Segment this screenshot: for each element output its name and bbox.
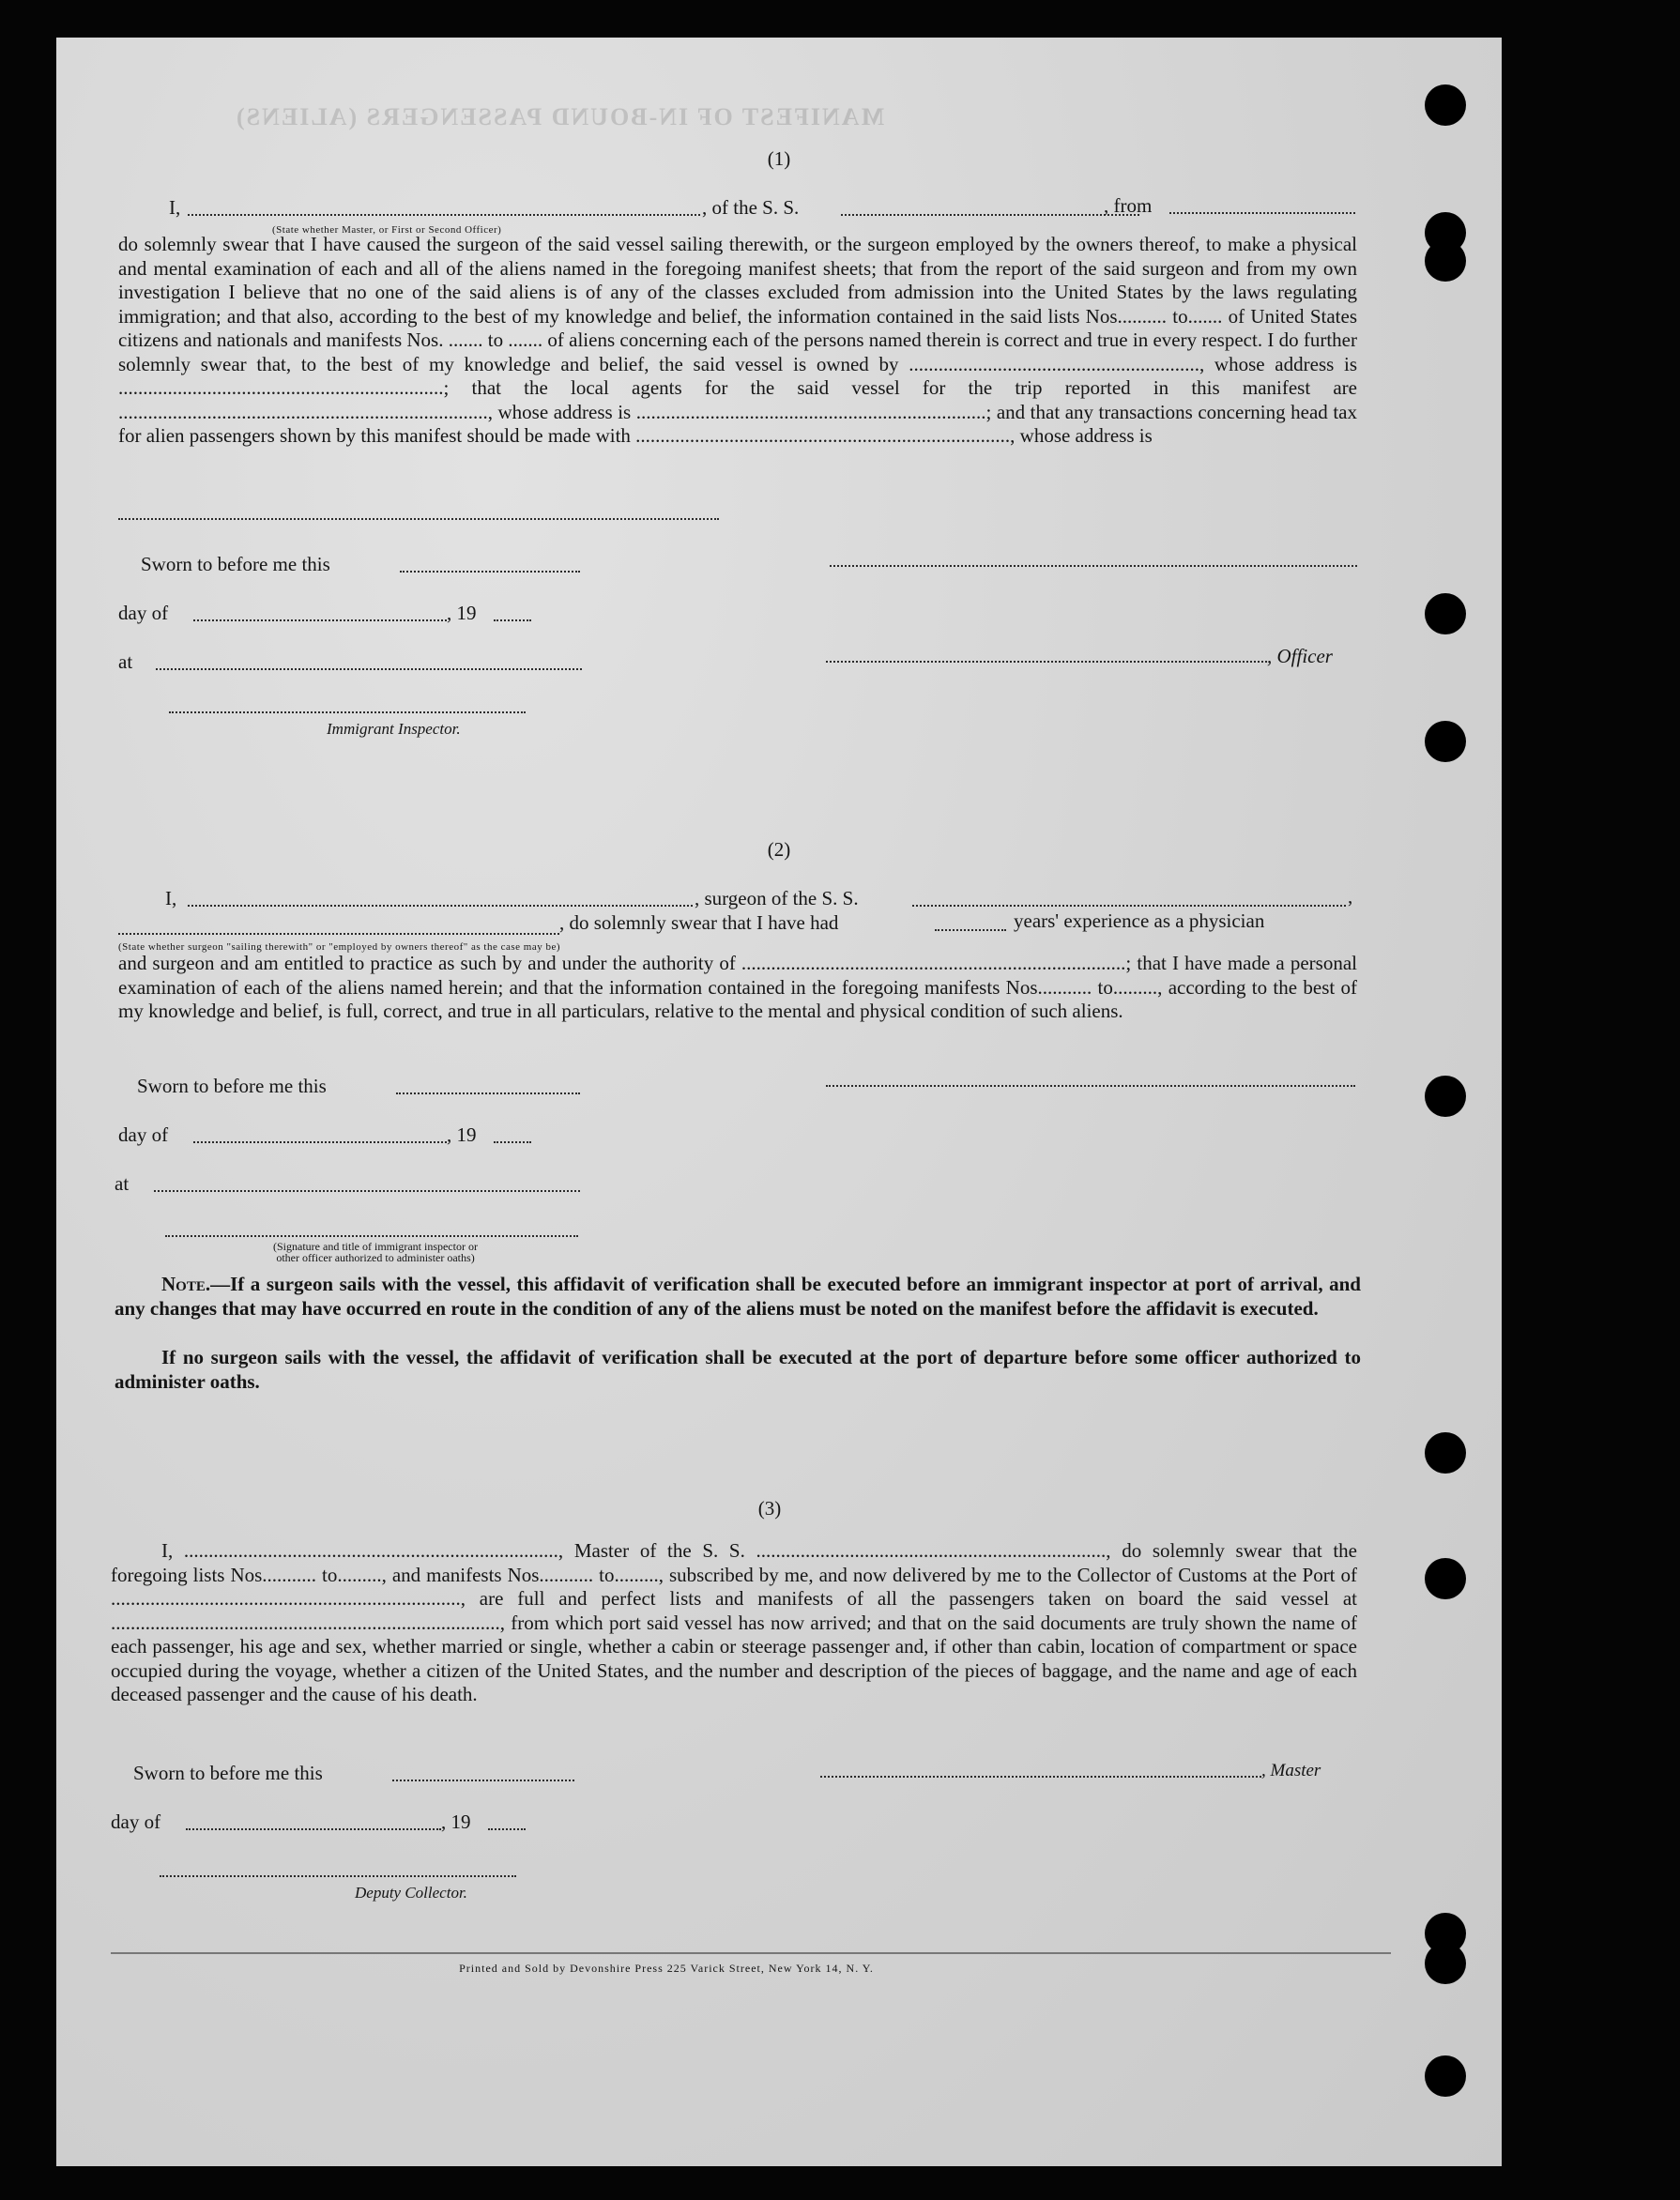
punch-hole xyxy=(1425,1076,1466,1117)
from-port-field[interactable] xyxy=(1169,212,1355,214)
signature-caption-line-1: (Signature and title of immigrant inspector or xyxy=(273,1240,478,1253)
day-of-label-3: day of xyxy=(111,1810,161,1833)
printer-credit: Printed and Sold by Devonshire Press 225 Varick Street, New York 14, N. Y. xyxy=(459,1962,874,1975)
years-experience-field[interactable] xyxy=(935,929,1006,931)
sworn-label-2: Sworn to before me this xyxy=(137,1075,327,1097)
address-continuation-field[interactable] xyxy=(118,518,719,520)
section-2-number: (2) xyxy=(767,838,791,861)
vessel-name-field[interactable] xyxy=(841,214,1139,216)
comma: , xyxy=(1348,885,1353,908)
officer-name-field[interactable] xyxy=(188,214,700,216)
year-label-3: , 19 xyxy=(441,1810,471,1833)
surgeon-swear-label: , do solemnly swear that I have had xyxy=(559,911,839,934)
officer-signature-line[interactable] xyxy=(830,565,1357,567)
sworn-label-1: Sworn to before me this xyxy=(141,553,330,575)
inspector-label: Immigrant Inspector. xyxy=(327,720,461,738)
inspector-signature-line[interactable] xyxy=(169,711,526,713)
deputy-collector-label: Deputy Collector. xyxy=(355,1884,467,1902)
surgeon-note-2: If no surgeon sails with the vessel, the affidavit of verification shall be executed at the port of departure before some officer authorized to administer oaths. xyxy=(115,1346,1361,1393)
year-label-1: , 19 xyxy=(447,602,477,624)
day-field-1[interactable] xyxy=(193,619,447,621)
day-of-label-2: day of xyxy=(118,1123,169,1146)
deputy-signature-line[interactable] xyxy=(160,1875,516,1877)
master-label: , Master xyxy=(1261,1761,1321,1780)
year-field-3[interactable] xyxy=(488,1828,526,1830)
punch-hole xyxy=(1425,1558,1466,1599)
surgeon-vessel-field[interactable] xyxy=(912,905,1346,907)
punch-hole xyxy=(1425,1432,1466,1474)
section-1-number: (1) xyxy=(767,147,791,170)
punch-hole xyxy=(1425,240,1466,282)
surgeon-i-label: I, xyxy=(165,887,177,909)
form-page xyxy=(56,38,1502,2166)
surgeon-of-ss-label: , surgeon of the S. S. xyxy=(695,887,859,909)
section-3-number: (3) xyxy=(757,1497,782,1520)
officer-role-caption: (State whether Master, or First or Second Officer) xyxy=(272,224,502,236)
punch-hole xyxy=(1425,1943,1466,1984)
sworn-date-field-2[interactable] xyxy=(396,1092,580,1094)
day-of-label-1: day of xyxy=(118,602,169,624)
of-ss-label: , of the S. S. xyxy=(702,196,800,219)
year-field-1[interactable] xyxy=(494,619,531,621)
officer-label: , Officer xyxy=(1267,645,1333,667)
punch-hole xyxy=(1425,721,1466,762)
master-signature-line[interactable] xyxy=(820,1776,1261,1778)
at-label-2: at xyxy=(115,1172,130,1195)
from-label: , from xyxy=(1104,194,1153,217)
authorized-officer-signature-line[interactable] xyxy=(165,1235,578,1237)
at-label-1: at xyxy=(118,650,133,673)
section-2-oath-text: and surgeon and am entitled to practice as such by and under the authority of ..............................................................................; that I have made a personal examination of each of the aliens named herein; and that the information contained in the foregoing manifests Nos........... to........., according to the best of my knowledge and belief, is full, correct, and true in all particulars, relative to the mental and physical condition of such aliens. xyxy=(118,952,1357,1022)
at-place-field-2[interactable] xyxy=(154,1190,580,1192)
year-label-2: , 19 xyxy=(447,1123,477,1146)
day-field-3[interactable] xyxy=(186,1828,441,1830)
surgeon-signature-line[interactable] xyxy=(826,1085,1355,1087)
at-place-field-1[interactable] xyxy=(156,668,582,670)
day-field-2[interactable] xyxy=(193,1141,447,1143)
footer-rule xyxy=(111,1952,1391,1954)
surgeon-role-caption: (State whether surgeon "sailing therewith" or "employed by owners thereof" as the case may be) xyxy=(118,941,561,953)
sworn-date-field-1[interactable] xyxy=(400,571,580,573)
punch-hole xyxy=(1425,84,1466,126)
surgeon-name-field[interactable] xyxy=(188,905,693,907)
year-field-2[interactable] xyxy=(494,1141,531,1143)
surgeon-note xyxy=(115,1273,1361,1321)
note-label: Note. xyxy=(161,1273,211,1295)
signature-caption-line-2: other officer authorized to administer oaths) xyxy=(276,1251,475,1264)
punch-hole xyxy=(1425,593,1466,634)
section-3-oath-text: I, ............................................................................, Master of the S. S. ......................................................................., do solemnly swear that the foregoing lists Nos........... to........., and manifests Nos........... to........., subscribed by me, and now delivered by me to the Collector of Customs at the Port of ......................................................................., are full and perfect lists and manifests of all the passengers taken on board the said vessel at ..............................................................................., from which port said vessel has now arrived; and that on the said documents are truly shown the name of each passenger, his age and sex, whether married or single, whether a cabin or steerage passenger and, if other than cabin, location of compartment or space occupied during the voyage, whether a citizen of the United States, and the number and description of the pieces of baggage, and the name and age of each deceased passenger and the cause of his death. xyxy=(111,1539,1357,1705)
bleed-through-header: MANIFEST OF IN-BOUND PASSENGERS (ALIENS) xyxy=(235,103,885,130)
section-1-oath-text: do solemnly swear that I have caused the surgeon of the said vessel sailing therewith, or the surgeon employed by the owners thereof, to make a physical and mental examination of each and all of the aliens named in the foregoing manifest sheets; that from the report of the said surgeon and from my own investigation I believe that no one of the said aliens is of any of the classes excluded from admission into the United States by the laws regulating immigration; and that also, according to the best of my knowledge and belief, the information contained in the said lists Nos.......... to....... of United States citizens and nationals and manifests Nos. ....... to ....... of aliens concerning each of the persons named therein is correct and true in every respect. I do further solemnly swear that, to the best of my knowledge and belief, the said vessel is owned by ..........................................................., whose address is ..................................................................; that the local agents for the said vessel for the trip reported in this manifest are ..........................................................................., whose address is .......................................................................; and that any transactions concerning head tax for alien passengers shown by this manifest should be made with ............................................................................, whose address is xyxy=(118,233,1357,447)
note-text: —If a surgeon sails with the vessel, this affidavit of verification shall be executed before an immigrant inspector at port of arrival, and any changes that may have occurred en route in the condition of any of the aliens must be noted on the manifest before the affidavit is executed. xyxy=(115,1273,1361,1320)
officer-name-line[interactable] xyxy=(826,661,1267,663)
punch-hole xyxy=(1425,2055,1466,2097)
sworn-label-3: Sworn to before me this xyxy=(133,1762,323,1784)
sworn-date-field-3[interactable] xyxy=(392,1780,574,1781)
oath-i-label: I, xyxy=(169,196,181,219)
years-experience-label: years' experience as a physician xyxy=(1014,909,1265,932)
